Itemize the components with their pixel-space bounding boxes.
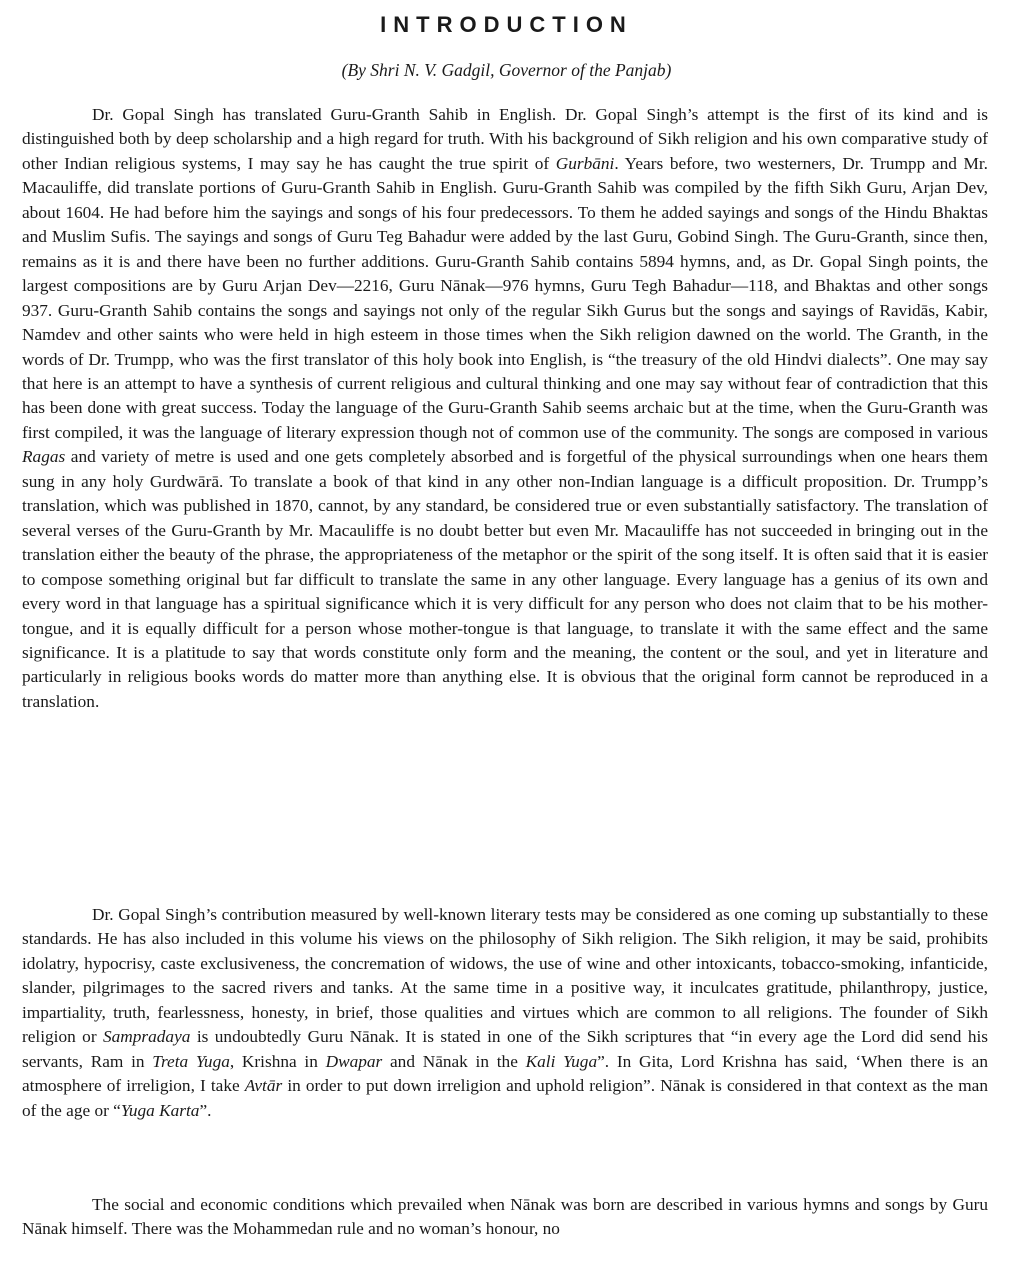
- paragraph-3: [22, 1193, 988, 1242]
- text-run: is undoubtedly Guru Nānak. It is stated in one of the Sikh scriptures that “in every age the Lord did send his servants, Ram in: [22, 1027, 988, 1071]
- paragraph-1: [22, 103, 988, 714]
- page-title: INTRODUCTION: [380, 12, 633, 37]
- text-run: and variety of metre is used and one gets completely absorbed and is forgetful of the physical surroundings when one hears them sung in any holy Gurdwārā. To translate a book of that kind in any other non-Indian language is a difficult proposition. Dr. Trumpp’s translation, which was published in 1870, cannot, by any standard, be considered true or even substantially satisfactory. The translation of several verses of the Guru-Granth by Mr. Macauliffe is no doubt better but even Mr. Macauliffe has not succeeded in bringing out in the translation either the beauty of the phrase, the appropriateness of the metaphor or the spirit of the song itself. It is often said that it is easier to compose something original but far difficult to translate the same in any other language. Every language has a genius of its own and every word in that language has a spiritual significance which it is very difficult for any person who does not claim that to be his mother-tongue, and it is equally difficult for a person whose mother-tongue is that language, to translate it with the same effect and the same significance. It is a platitude to say that words constitute only form and the meaning, the content or the soul, and yet in literature and particularly in religious books words do matter more than anything else. It is obvious that the original form cannot be reproduced in a translation.: [22, 447, 988, 711]
- text-run: and Nānak in the: [382, 1051, 526, 1071]
- text-run: ”. In Gita, Lord Krishna has said, ‘When there is an atmosphere of irreligion, I take: [22, 1051, 988, 1096]
- text-run: . Years before, two westerners, Dr. Trumpp and Mr. Macauliffe, did translate portions of Guru-Granth Sahib in English. Guru-Granth Sahib was compiled by the fifth Sikh Guru, Arjan Dev, about 1604. He had before him the sayings and songs of his four predecessors. To them he added sayings and songs of the Hindu Bhaktas and Muslim Sufis. The sayings and songs of Guru Teg Bahadur were added by the last Guru, Gobind Singh. The Guru-Granth, since then, remains as it is and there have been no further additions. Guru-Granth Sahib contains 5894 hymns, and, as Dr. Gopal Singh points, the largest compositions are by Guru Arjan Dev—2216, Guru Nānak—976 hymns, Guru Tegh Bahadur—118, and Bhaktas and other songs 937. Guru-Granth Sahib contains the songs and sayings not only of the regular Sikh Gurus but the songs and sayings of Ravidās, Kabir, Namdev and other saints who were held in high esteem in those times when the Sikh religion dawned on the world. The Granth, in the words of Dr. Trumpp, who was the first translator of this holy book into English, is “the treasury of the old Hindvi dialects”. One may say that here is an attempt to have a synthesis of current religious and cultural thinking and one may say without fear of contradiction that this has been done with great success. Today the language of the Guru-Granth Sahib seems archaic but at the time, when the Guru-Granth was first compiled, it was the language of literary expression though not of common use of the community. The songs are composed in various: [22, 153, 988, 442]
- text-run: ”.: [199, 1100, 212, 1120]
- page-subtitle: (By Shri N. V. Gadgil, Governor of the Panjab): [341, 60, 672, 80]
- text-run: The social and economic conditions which prevailed when Nānak was born are described in various hymns and songs by Guru Nānak himself. There was the Mohammedan rule and no woman’s honour, no: [22, 1195, 988, 1239]
- italic-term: Kali Yuga: [525, 1051, 598, 1071]
- italic-term: Treta Yuga: [152, 1051, 230, 1071]
- italic-term: Yuga Karta: [120, 1100, 200, 1120]
- italic-term: Sampradaya: [103, 1027, 191, 1047]
- text-run: , Krishna in: [229, 1051, 326, 1071]
- text-run: Dr. Gopal Singh has translated Guru-Granth Sahib in English. Dr. Gopal Singh’s attempt is the first of its kind and is distinguished both by deep scholarship and a high regard for truth. With his background of Sikh religion and his own comparative study of other Indian religious systems, I may say he has caught the true spirit of: [22, 105, 988, 173]
- text-run: Dr. Gopal Singh’s contribution measured by well-known literary tests may be considered as one coming up substantially to these standards. He has also included in this volume his views on the philosophy of Sikh religion. The Sikh religion, it may be said, prohibits idolatry, hypocrisy, caste exclusiveness, the concremation of widows, the use of wine and other intoxicants, tobacco-smoking, infanticide, slander, pilgrimages to the sacred rivers and tanks. At the same time in a positive way, it inculcates gratitude, philanthropy, justice, impartiality, truth, fearlessness, honesty, in brief, those qualities and virtues which are common to all religions. The founder of Sikh religion or: [22, 905, 988, 1047]
- text-run: in order to put down irreligion and uphold religion”. Nānak is considered in that context as the man of the age or “: [22, 1076, 988, 1120]
- italic-term: Avtār: [244, 1076, 283, 1096]
- italic-term: Dwapar: [325, 1051, 383, 1071]
- italic-term: Gurbāni: [555, 153, 615, 173]
- paragraph-2: [22, 903, 988, 1123]
- italic-term: Ragas: [22, 447, 66, 467]
